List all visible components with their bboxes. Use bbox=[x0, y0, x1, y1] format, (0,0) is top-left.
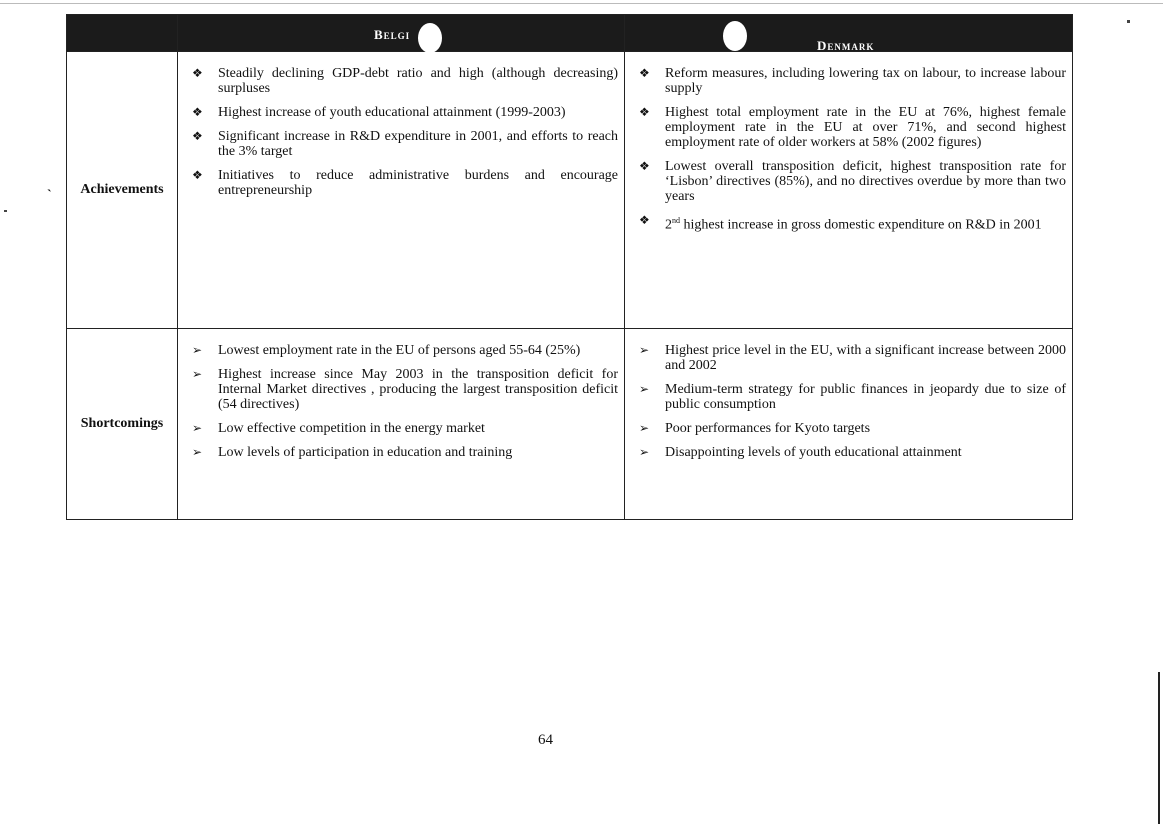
belgium-achievements-list bbox=[186, 66, 618, 198]
list-item: ➢ Poor performances for Kyoto targets bbox=[633, 421, 1066, 436]
list-item: ❖ Initiatives to reduce administrative burdens and encourage entrepreneurship bbox=[186, 168, 618, 198]
header-denmark-label: Denmark bbox=[817, 38, 875, 53]
scan-blot bbox=[723, 21, 747, 51]
arrowhead-bullet-icon: ➢ bbox=[639, 342, 650, 357]
list-item: ❖ Reform measures, including lowering tax on labour, to increase labour supply bbox=[633, 66, 1066, 96]
arrowhead-bullet-icon: ➢ bbox=[639, 444, 650, 459]
list-item: ➢ Highest increase since May 2003 in the transposition deficit for Internal Market directives , producing the largest transposition deficit (54 directives) bbox=[186, 367, 618, 412]
list-item: ❖ Lowest overall transposition deficit, highest transposition rate for ‘Lisbon’ directives (85%), and no directives overdue by more than two years bbox=[633, 159, 1066, 204]
denmark-achievements-cell bbox=[625, 52, 1073, 329]
header-belgium-label: Belgi bbox=[374, 27, 411, 42]
arrowhead-bullet-icon: ➢ bbox=[639, 420, 650, 435]
list-item: ❖ Significant increase in R&D expenditure in 2001, and efforts to reach the 3% target bbox=[186, 129, 618, 159]
row-label-achievements: Achievements bbox=[67, 52, 178, 329]
list-item: ➢ Disappointing levels of youth educational attainment bbox=[633, 445, 1066, 460]
list-item: ➢ Highest price level in the EU, with a significant increase between 2000 and 2002 bbox=[633, 343, 1066, 373]
arrowhead-bullet-icon: ➢ bbox=[639, 381, 650, 396]
belgium-achievements-cell bbox=[178, 52, 625, 329]
header-denmark-cell bbox=[625, 15, 1073, 52]
list-item: ➢ Lowest employment rate in the EU of persons aged 55-64 (25%) bbox=[186, 343, 618, 358]
arrowhead-bullet-icon: ➢ bbox=[192, 444, 203, 459]
list-item: ➢ Medium-term strategy for public finances in jeopardy due to size of public consumption bbox=[633, 382, 1066, 412]
shortcomings-row bbox=[67, 328, 1073, 519]
four-diamond-bullet-icon: ❖ bbox=[192, 66, 203, 81]
list-item: ➢ Low effective competition in the energy market bbox=[186, 421, 618, 436]
four-diamond-bullet-icon: ❖ bbox=[192, 105, 203, 120]
four-diamond-bullet-icon: ❖ bbox=[639, 213, 650, 228]
page-top-rule bbox=[0, 3, 1163, 4]
scan-edge-line bbox=[1158, 672, 1160, 824]
table-header-row bbox=[67, 15, 1073, 52]
achievements-row bbox=[67, 52, 1073, 329]
page-number: 64 bbox=[538, 732, 553, 748]
denmark-achievements-list bbox=[633, 66, 1066, 233]
list-item: ❖ Steadily declining GDP-debt ratio and high (although decreasing) surpluses bbox=[186, 66, 618, 96]
four-diamond-bullet-icon: ❖ bbox=[639, 66, 650, 81]
scan-speck bbox=[1127, 20, 1130, 23]
denmark-shortcomings-list bbox=[633, 343, 1066, 460]
arrowhead-bullet-icon: ➢ bbox=[192, 366, 203, 381]
denmark-shortcomings-cell bbox=[625, 328, 1073, 519]
four-diamond-bullet-icon: ❖ bbox=[639, 105, 650, 120]
four-diamond-bullet-icon: ❖ bbox=[192, 168, 203, 183]
belgium-shortcomings-list bbox=[186, 343, 618, 460]
comparison-table bbox=[66, 14, 1073, 520]
list-item: ❖ Highest increase of youth educational attainment (1999-2003) bbox=[186, 105, 618, 120]
four-diamond-bullet-icon: ❖ bbox=[639, 159, 650, 174]
arrowhead-bullet-icon: ➢ bbox=[192, 342, 203, 357]
header-belgium-cell bbox=[178, 15, 625, 52]
list-item: ➢ Low levels of participation in education and training bbox=[186, 445, 618, 460]
scan-mark: ` bbox=[47, 188, 52, 203]
scan-speck bbox=[4, 210, 7, 212]
header-corner-cell bbox=[67, 15, 178, 52]
list-item: ❖ 2nd highest increase in gross domestic expenditure on R&D in 2001 bbox=[633, 213, 1066, 233]
list-item: ❖ Highest total employment rate in the EU at 76%, highest female employment rate in the EU at over 71%, and second highest employment rate of older workers at 58% (2002 figures) bbox=[633, 105, 1066, 150]
belgium-shortcomings-cell bbox=[178, 328, 625, 519]
four-diamond-bullet-icon: ❖ bbox=[192, 129, 203, 144]
scan-blot bbox=[418, 23, 442, 53]
row-label-shortcomings: Shortcomings bbox=[67, 328, 178, 519]
arrowhead-bullet-icon: ➢ bbox=[192, 420, 203, 435]
